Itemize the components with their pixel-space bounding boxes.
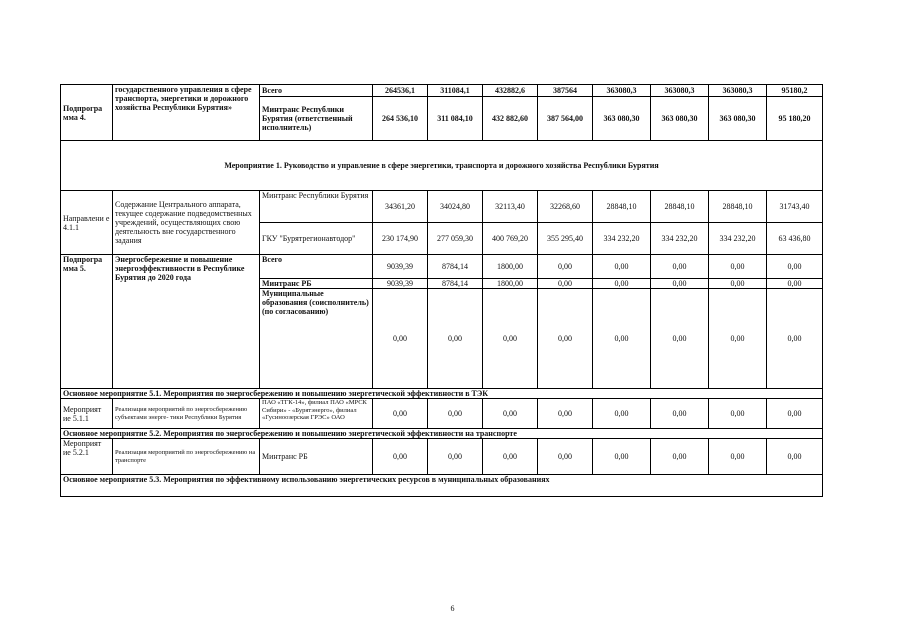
event-1-banner: Мероприятие 1. Руководство и управление в сфере энергетики, транспорта и дорожного хозяйства Республики Бурятия — [61, 141, 823, 191]
value-cell: 0,00 — [538, 399, 593, 429]
executor-label: Минтранс РБ — [260, 439, 373, 475]
table-row — [61, 399, 823, 429]
value-cell: 0,00 — [709, 439, 767, 475]
value-cell: 363080,3 — [593, 85, 651, 97]
table-row — [61, 191, 823, 223]
subprogram-4-name: государственного управления в сфере транспорта, энергетики и дорожного хозяйства Республики Бурятия» — [113, 85, 260, 141]
executor-label: Минтранс РБ — [260, 279, 373, 289]
table-row — [61, 141, 823, 191]
value-cell: 0,00 — [373, 439, 428, 475]
value-cell: 363 080,30 — [651, 97, 709, 141]
table-row — [61, 85, 823, 97]
value-cell: 0,00 — [651, 289, 709, 389]
value-cell: 334 232,20 — [709, 223, 767, 255]
main-event-5-2: Основное мероприятие 5.2. Мероприятия по энергосбережению и повышению энергетической эффективности на транспорте — [61, 429, 823, 439]
value-cell: 28848,10 — [651, 191, 709, 223]
value-cell: 28848,10 — [593, 191, 651, 223]
value-cell: 363 080,30 — [709, 97, 767, 141]
value-cell: 0,00 — [538, 439, 593, 475]
value-cell: 8784,14 — [428, 279, 483, 289]
value-cell: 31743,40 — [767, 191, 823, 223]
value-cell: 0,00 — [483, 289, 538, 389]
value-cell: 32268,60 — [538, 191, 593, 223]
subprogram-5-name: Энергосбережение и повышение энергоэффективности в Республике Бурятия до 2020 года — [113, 255, 260, 389]
value-cell: 0,00 — [593, 399, 651, 429]
value-cell: 0,00 — [767, 439, 823, 475]
direction-4-1-1-label: Направлени е 4.1.1 — [61, 191, 113, 255]
total-label: Всего — [260, 85, 373, 97]
event-5-2-1-label: Мероприят ие 5.2.1 — [61, 439, 113, 475]
value-cell: 1800,00 — [483, 255, 538, 279]
value-cell: 0,00 — [373, 399, 428, 429]
value-cell: 0,00 — [651, 439, 709, 475]
value-cell: 334 232,20 — [651, 223, 709, 255]
value-cell: 0,00 — [593, 289, 651, 389]
table-row — [61, 429, 823, 439]
subprogram-5-label: Подпрогра мма 5. — [61, 255, 113, 389]
value-cell: 0,00 — [767, 289, 823, 389]
event-5-2-1-name: Реализация мероприятий по энергосбережению на транспорте — [113, 439, 260, 475]
value-cell: 0,00 — [428, 439, 483, 475]
value-cell: 95180,2 — [767, 85, 823, 97]
value-cell: 387564 — [538, 85, 593, 97]
value-cell: 432 882,60 — [483, 97, 538, 141]
value-cell: 387 564,00 — [538, 97, 593, 141]
value-cell: 9039,39 — [373, 255, 428, 279]
event-5-1-1-label: Мероприят ие 5.1.1 — [61, 399, 113, 429]
value-cell: 334 232,20 — [593, 223, 651, 255]
value-cell: 8784,14 — [428, 255, 483, 279]
value-cell: 0,00 — [538, 289, 593, 389]
value-cell: 0,00 — [709, 289, 767, 389]
main-event-5-3: Основное мероприятие 5.3. Мероприятия по эффективному использованию энергетических ресурсов в муниципальных образованиях — [61, 475, 823, 497]
executor-label: ГКУ "Бурятрегионавтодор" — [260, 223, 373, 255]
value-cell: 0,00 — [373, 289, 428, 389]
value-cell: 0,00 — [483, 399, 538, 429]
executor-label: Минтранс Республики Бурятия (ответственный исполнитель) — [260, 97, 373, 141]
value-cell: 0,00 — [651, 399, 709, 429]
value-cell: 34024,80 — [428, 191, 483, 223]
table-row — [61, 389, 823, 399]
value-cell: 355 295,40 — [538, 223, 593, 255]
value-cell: 0,00 — [709, 279, 767, 289]
value-cell: 32113,40 — [483, 191, 538, 223]
value-cell: 400 769,20 — [483, 223, 538, 255]
value-cell: 0,00 — [651, 255, 709, 279]
page-number: 6 — [450, 604, 455, 613]
value-cell: 34361,20 — [373, 191, 428, 223]
table-row — [61, 255, 823, 279]
value-cell: 230 174,90 — [373, 223, 428, 255]
table-row — [61, 439, 823, 475]
program-finance-table — [60, 84, 823, 497]
value-cell: 63 436,80 — [767, 223, 823, 255]
value-cell: 28848,10 — [709, 191, 767, 223]
value-cell: 0,00 — [593, 279, 651, 289]
value-cell: 0,00 — [538, 255, 593, 279]
event-5-1-1-name: Реализация мероприятий по энергосбережению субъектами энерге- тики Республики Бурятия — [113, 399, 260, 429]
value-cell: 0,00 — [709, 255, 767, 279]
value-cell: 1800,00 — [483, 279, 538, 289]
value-cell: 0,00 — [483, 439, 538, 475]
value-cell: 311 084,10 — [428, 97, 483, 141]
value-cell: 0,00 — [428, 399, 483, 429]
value-cell: 0,00 — [428, 289, 483, 389]
value-cell: 432882,6 — [483, 85, 538, 97]
value-cell: 0,00 — [767, 279, 823, 289]
value-cell: 0,00 — [709, 399, 767, 429]
value-cell: 0,00 — [767, 399, 823, 429]
value-cell: 0,00 — [538, 279, 593, 289]
value-cell: 277 059,30 — [428, 223, 483, 255]
value-cell: 363080,3 — [651, 85, 709, 97]
value-cell: 0,00 — [767, 255, 823, 279]
direction-4-1-1-name: Содержание Центрального аппарата, текущее содержание подведомственных учреждений, осуществляющих свою деятельность вне государственного задания — [113, 191, 260, 255]
value-cell: 311084,1 — [428, 85, 483, 97]
value-cell: 0,00 — [593, 439, 651, 475]
total-label: Всего — [260, 255, 373, 279]
value-cell: 0,00 — [651, 279, 709, 289]
value-cell: 95 180,20 — [767, 97, 823, 141]
executor-label: Минтранс Республики Бурятия — [260, 191, 373, 223]
value-cell: 363080,3 — [709, 85, 767, 97]
executor-label: Муниципальные образования (соисполнитель) (по согласованию) — [260, 289, 373, 389]
subprogram-4-label: Подпрогра мма 4. — [61, 85, 113, 141]
value-cell: 363 080,30 — [593, 97, 651, 141]
main-event-5-1: Основное мероприятие 5.1. Мероприятия по энергосбережению и повышению энергетической эффективности в ТЭК — [61, 389, 823, 399]
value-cell: 0,00 — [593, 255, 651, 279]
value-cell: 264536,1 — [373, 85, 428, 97]
value-cell: 9039,39 — [373, 279, 428, 289]
table-row — [61, 475, 823, 497]
executor-label: ПАО «ТГК-14», филиал ПАО «МРСК Сибири» - «Бурятэнерго», филиал «Гусиноозерская ГРЭС» ОАО — [260, 399, 373, 429]
value-cell: 264 536,10 — [373, 97, 428, 141]
